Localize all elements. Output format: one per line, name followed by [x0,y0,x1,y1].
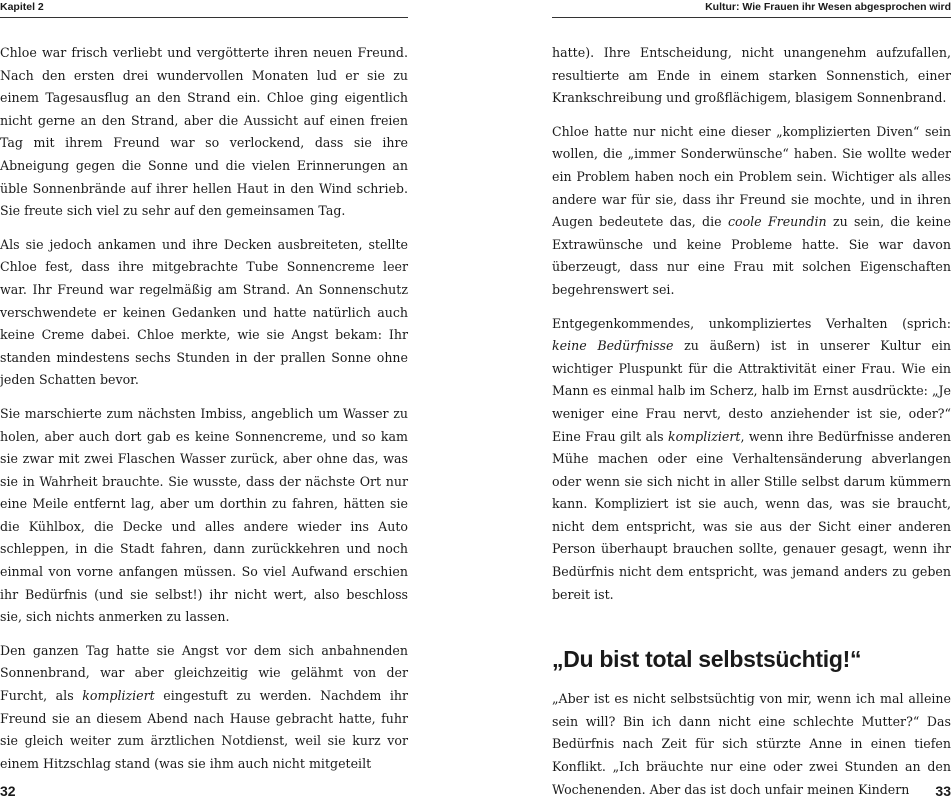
emphasis-text: kompliziert [82,688,155,704]
paragraph: Sie marschierte zum nächsten Imbiss, angeblich um Wasser zu holen, aber auch dort gab es keine Sonnencreme, und so kam sie zwar mit zwei Flaschen Wasser zurück, aber ohne das, was sie in Wahrheit brauchte. Sie wusste, dass der nächste Ort nur eine Meile entfernt lag, aber um dorthin zu fahren, hätten sie die Kühlbox, die Decke und alles andere wieder ins Auto schleppen, in die Stadt fahren, dann zurückkehren und noch einmal von vorne anfangen müssen. So viel Aufwand erschien ihr Bedürfnis (und sie selbst!) ihr nicht wert, also beschloss sie, sich nichts anmerken zu lassen. [0,405,408,625]
paragraph-text: zu äußern) ist in unserer Kultur ein wichtiger Pluspunkt für die Attraktivität einer Frau. Wie ein Mann es einmal halb im Scherz, halb im Ernst ausdrückte: „Je weniger eine Frau nervt, desto anziehender ist sie, oder?“ Eine Frau gilt als [552,338,951,444]
running-head-right: Kultur: Wie Frauen ihr Wesen abgesprochen wird [552,0,951,18]
paragraph-text: eingestuft zu werden. Nachdem ihr Freund sie an diesem Abend nach Hause gebracht hatte, fuhr sie gleich weiter zum ärztlichen Notdienst, weil sie kurz vor einem Hitzschlag stand (was sie ihm auch nicht mitgeteilt [0,688,408,771]
emphasis-text: keine Bedürfnisse [552,338,674,354]
running-head-left: Kapitel 2 [0,0,408,18]
paragraph-text: , wenn ihre Bedürfnisse anderen Mühe machen oder eine Verhaltensänderung abverlangen oder wenn sie sich nicht in aller Stille selbst darum kümmern kann. Kompliziert ist sie auch, wenn das, was sie braucht, nicht dem entspricht, was sie aus der Sicht einer anderen Person überhaupt brauchen sollte, genauer gesagt, wenn ihr Bedürfnis nicht dem entspricht, was jemand anders zu geben bereit ist. [552,428,951,602]
left-body-text [0,42,408,775]
right-page [552,0,951,800]
paragraph: hatte). Ihre Entscheidung, nicht unangenehm aufzufallen, resultierte am Ende in einem starken Sonnenstich, einer Krankschreibung und großflächigem, blasigem Sonnenbrand. [552,45,951,106]
paragraph-text: Den ganzen Tag hatte sie Angst vor dem sich anbahnenden Sonnenbrand, war aber gleichzeitig wie gelähmt von der Furcht, als [0,642,408,704]
emphasis-text: coole Freundin [727,214,827,230]
left-page [0,0,408,800]
paragraph: „Aber ist es nicht selbstsüchtig von mir, wenn ich mal alleine sein will? Bin ich dann nicht eine schlechte Mutter?“ Das Bedürfnis nach Zeit für sich stürzte Anne in einen tiefen Konflikt. „Ich bräuchte nur eine oder zwei Stunden an den Wochenenden. Aber das ist doch unfair meinen Kindern [552,691,951,797]
paragraph: Als sie jedoch ankamen und ihre Decken ausbreiteten, stellte Chloe fest, dass ihre mitgebrachte Tube Sonnencreme leer war. Ihr Freund war regelmäßig am Strand. An Sonnenschutz verschwendete er keinen Gedanken und hatte natürlich auch keine Creme dabei. Chloe merkte, wie sie Angst bekam: Ihr standen mindestens sechs Stunden in der prallen Sonne ohne jeden Schatten bevor. [0,236,408,388]
paragraph [552,121,951,302]
paragraph [0,640,408,776]
paragraph-text: Entgegenkommendes, unkompliziertes Verhalten (sprich: [552,315,951,331]
paragraph: Chloe war frisch verliebt und vergötterte ihren neuen Freund. Nach den ersten drei wundervollen Monaten lud er sie zu einem Tagesausflug an den Strand ein. Chloe ging eigentlich nicht gerne an den Strand, aber die Aussicht auf einen freien Tag mit ihrem Freund war so verlockend, dass sie ihre Abneigung gegen die Sonne und die vielen Erinnerungen an üble Sonnenbrände auf ihrer hellen Haut in den Wind schrieb. Sie freute sich viel zu sehr auf den gemeinsamen Tag. [0,45,408,219]
paragraph-text: Chloe hatte nur nicht eine dieser „komplizierten Diven“ sein wollen, die „immer Sonderwünsche“ haben. Sie wollte weder ein Problem haben noch ein Problem sein. Wichtiger als alles andere war für sie, dass ihr Freund sie mochte, und in ihren Augen bedeutete das, die [552,123,951,230]
right-body-text [552,42,951,801]
page-number-right: 33 [935,783,951,799]
section-heading: „Du bist total selbstsüchtig!“ [552,646,862,673]
paragraph [552,313,951,607]
page-number-left: 32 [0,783,16,799]
paragraph-text: zu sein, die keine Extrawünsche und keine Probleme hatte. Sie war davon überzeugt, dass nur eine Frau mit solchen Eigenschaften begehrenswert sei. [552,214,951,297]
emphasis-text: kompliziert [668,428,741,444]
